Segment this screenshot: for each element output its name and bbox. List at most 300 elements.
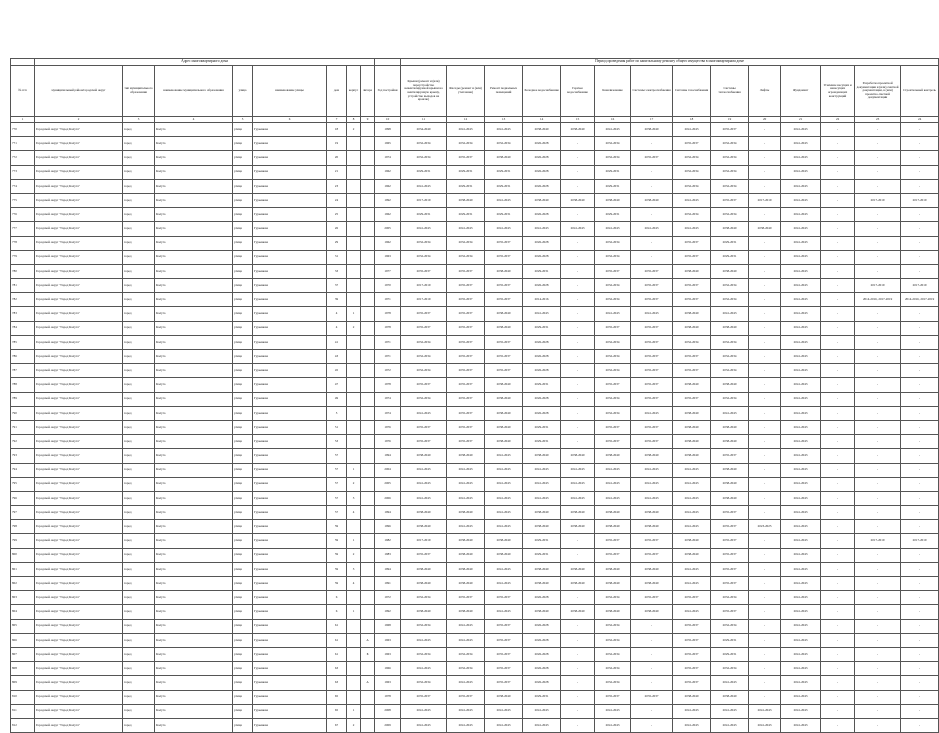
work-period-cell: 2035-2037 xyxy=(447,279,485,293)
header-row xyxy=(11,66,939,117)
column-number: 20 xyxy=(749,117,781,123)
work-period-cell: 2032-2034 xyxy=(595,279,631,293)
settlement-type-cell: город xyxy=(123,577,155,591)
work-period-cell: 2035-2037 xyxy=(401,321,447,335)
work-period-cell: 2041-2043 xyxy=(485,562,523,576)
work-period-cell: 2041-2043 xyxy=(561,222,595,236)
work-period-cell: 2026-2028 xyxy=(523,364,561,378)
row-number: 806 xyxy=(11,633,35,647)
street-type-cell: улица xyxy=(233,123,253,137)
work-period-cell: 2041-2043 xyxy=(447,619,485,633)
work-period-cell: - xyxy=(821,151,855,165)
work-period-cell: 2035-2037 xyxy=(711,506,749,520)
work-period-cell: 2026-2028 xyxy=(523,151,561,165)
work-period-cell: 2029-2031 xyxy=(523,378,561,392)
street-type-cell: улица xyxy=(233,676,253,690)
work-period-cell: 2038-2040 xyxy=(561,605,595,619)
work-period-cell: 2035-2037 xyxy=(673,591,711,605)
street-name-cell: Гурьянова xyxy=(253,619,327,633)
municipality-cell: Калуга xyxy=(155,562,233,576)
work-period-cell: 2026-2028 xyxy=(523,250,561,264)
work-period-cell: 2038-2040 xyxy=(485,690,523,704)
build-year-cell: 1965 xyxy=(375,137,401,151)
work-period-cell: 2035-2037 xyxy=(631,321,673,335)
work-period-cell: - xyxy=(901,520,939,534)
work-period-cell: 2029-2031 xyxy=(447,165,485,179)
work-period-cell: 2038-2040 xyxy=(401,605,447,619)
street-name-cell: Гурьянова xyxy=(253,123,327,137)
build-year-cell: 1962 xyxy=(375,179,401,193)
work-period-cell: 2041-2043 xyxy=(631,463,673,477)
build-year-cell: 1991 xyxy=(375,577,401,591)
table-row xyxy=(11,477,939,491)
work-period-cell: 2032-2034 xyxy=(595,236,631,250)
work-period-cell: 2041-2043 xyxy=(673,123,711,137)
work-period-cell: 2041-2043 xyxy=(447,704,485,718)
letter-cell xyxy=(361,577,375,591)
letter-cell xyxy=(361,420,375,434)
letter-cell xyxy=(361,449,375,463)
house-number-cell: 47 xyxy=(327,378,347,392)
work-period-cell: 2032-2034 xyxy=(595,662,631,676)
street-name-cell: Гурьянова xyxy=(253,137,327,151)
work-period-cell: 2038-2040 xyxy=(447,449,485,463)
municipality-cell: Калуга xyxy=(155,335,233,349)
work-period-cell: - xyxy=(821,647,855,661)
work-period-cell: 2041-2043 xyxy=(781,477,821,491)
table-row xyxy=(11,321,939,335)
work-period-cell: - xyxy=(821,193,855,207)
house-number-cell: 19 xyxy=(327,137,347,151)
work-period-cell: - xyxy=(749,279,781,293)
work-period-cell: 2038-2040 xyxy=(401,577,447,591)
work-period-cell: 2035-2037 xyxy=(447,264,485,278)
building-cell xyxy=(347,193,361,207)
work-period-cell: 2038-2040 xyxy=(523,506,561,520)
work-period-cell: 2035-2037 xyxy=(595,378,631,392)
work-period-cell: 2041-2043 xyxy=(401,477,447,491)
settlement-type-cell: город xyxy=(123,718,155,732)
work-period-cell: 2029-2031 xyxy=(523,548,561,562)
house-number-cell: 57 xyxy=(327,491,347,505)
district-cell: Городской округ "Город Калуга" xyxy=(35,137,123,151)
street-name-cell: Гурьянова xyxy=(253,690,327,704)
work-period-cell: - xyxy=(821,619,855,633)
work-period-cell: 2032-2034 xyxy=(711,350,749,364)
work-period-cell: - xyxy=(631,662,673,676)
work-period-cell: 2035-2037 xyxy=(447,307,485,321)
work-period-cell: 2041-2043 xyxy=(711,406,749,420)
work-period-cell: - xyxy=(749,506,781,520)
work-period-cell: 2035-2037 xyxy=(401,435,447,449)
work-period-cell: 2041-2043 xyxy=(485,449,523,463)
settlement-type-cell: город xyxy=(123,378,155,392)
street-name-cell: Гурьянова xyxy=(253,321,327,335)
work-period-cell: - xyxy=(561,435,595,449)
work-period-cell: 2035-2037 xyxy=(673,137,711,151)
work-period-cell: - xyxy=(901,321,939,335)
work-period-cell: 2038-2040 xyxy=(711,491,749,505)
work-period-cell: 2041-2043 xyxy=(781,279,821,293)
work-period-cell: 2041-2043 xyxy=(523,477,561,491)
letter-cell xyxy=(361,279,375,293)
work-period-cell: 2041-2043 xyxy=(595,222,631,236)
work-period-cell: - xyxy=(821,293,855,307)
work-period-cell: 2041-2043 xyxy=(485,506,523,520)
street-type-cell: улица xyxy=(233,364,253,378)
work-period-cell: 2035-2037 xyxy=(447,151,485,165)
column-header: муниципальный район/городской округ xyxy=(35,66,123,117)
letter-cell xyxy=(361,690,375,704)
work-period-cell: - xyxy=(821,662,855,676)
municipality-cell: Калуга xyxy=(155,321,233,335)
work-period-cell: 2038-2040 xyxy=(595,449,631,463)
build-year-cell: 1978 xyxy=(375,321,401,335)
column-header: Крыши (ремонт и (или) переустройство невентилируемой крыши на вентилируемую крышу, устройство выходов на кровлю) xyxy=(401,66,447,117)
work-period-cell: 2038-2040 xyxy=(631,605,673,619)
house-number-cell: 61 xyxy=(327,619,347,633)
house-number-cell: 63 xyxy=(327,676,347,690)
work-period-cell: - xyxy=(821,420,855,434)
build-year-cell: 1983 xyxy=(375,548,401,562)
work-period-cell: 2041-2043 xyxy=(673,718,711,732)
district-cell: Городской округ "Город Калуга" xyxy=(35,562,123,576)
work-period-cell: 2038-2040 xyxy=(673,307,711,321)
work-period-cell: 2029-2031 xyxy=(523,420,561,434)
work-period-cell: 2017-2019 xyxy=(901,193,939,207)
work-period-cell: 2041-2043 xyxy=(673,704,711,718)
work-period-cell: 2032-2034 xyxy=(673,179,711,193)
header-spacer xyxy=(11,59,35,66)
work-period-cell: 2032-2034 xyxy=(401,137,447,151)
street-type-cell: улица xyxy=(233,264,253,278)
work-period-cell: 2032-2034 xyxy=(711,335,749,349)
work-period-cell: 2041-2043 xyxy=(447,477,485,491)
street-type-cell: улица xyxy=(233,477,253,491)
work-period-cell: - xyxy=(631,704,673,718)
table-row xyxy=(11,591,939,605)
street-name-cell: Гурьянова xyxy=(253,520,327,534)
settlement-type-cell: город xyxy=(123,647,155,661)
build-year-cell: 1971 xyxy=(375,350,401,364)
work-period-cell: 2035-2037 xyxy=(401,264,447,278)
work-period-cell: 2032-2034 xyxy=(673,335,711,349)
work-period-cell: 2038-2040 xyxy=(401,562,447,576)
row-number: 781 xyxy=(11,279,35,293)
work-period-cell: 2041-2043 xyxy=(749,718,781,732)
street-name-cell: Гурьянова xyxy=(253,662,327,676)
table-row xyxy=(11,378,939,392)
work-period-cell: 2041-2043 xyxy=(781,704,821,718)
work-period-cell: - xyxy=(749,647,781,661)
work-period-cell: - xyxy=(561,633,595,647)
settlement-type-cell: город xyxy=(123,534,155,548)
column-number: 24 xyxy=(901,117,939,123)
street-name-cell: Гурьянова xyxy=(253,591,327,605)
table-row xyxy=(11,179,939,193)
work-period-cell: 2041-2043 xyxy=(781,350,821,364)
settlement-type-cell: город xyxy=(123,420,155,434)
work-period-cell: - xyxy=(749,406,781,420)
settlement-type-cell: город xyxy=(123,151,155,165)
column-number: 2 xyxy=(35,117,123,123)
row-number: 775 xyxy=(11,193,35,207)
work-period-cell: 2029-2031 xyxy=(447,179,485,193)
work-period-cell: 2041-2043 xyxy=(631,406,673,420)
build-year-cell: 1976 xyxy=(375,435,401,449)
work-period-cell: 2035-2037 xyxy=(711,193,749,207)
work-period-cell: 2029-2031 xyxy=(401,208,447,222)
column-number: 19 xyxy=(711,117,749,123)
work-period-cell: 2035-2037 xyxy=(485,633,523,647)
work-period-cell: - xyxy=(561,165,595,179)
column-header: корпус xyxy=(347,66,361,117)
column-header: Горячее водоснабжение xyxy=(561,66,595,117)
header-group-address: Адрес многоквартирного дома xyxy=(35,59,375,66)
municipality-cell: Калуга xyxy=(155,406,233,420)
work-period-cell: - xyxy=(855,208,901,222)
work-period-cell: 2032-2034 xyxy=(401,676,447,690)
building-cell: 2 xyxy=(347,548,361,562)
column-number: 10 xyxy=(375,117,401,123)
letter-cell xyxy=(361,307,375,321)
work-period-cell: 2041-2043 xyxy=(711,718,749,732)
work-period-cell: - xyxy=(855,179,901,193)
street-type-cell: улица xyxy=(233,350,253,364)
settlement-type-cell: город xyxy=(123,491,155,505)
work-period-cell: 2035-2037 xyxy=(447,335,485,349)
work-period-cell: 2038-2040 xyxy=(711,321,749,335)
row-number: 803 xyxy=(11,591,35,605)
street-type-cell: улица xyxy=(233,449,253,463)
district-cell: Городской округ "Город Калуга" xyxy=(35,704,123,718)
table-row xyxy=(11,236,939,250)
work-period-cell: 2035-2037 xyxy=(631,591,673,605)
letter-cell xyxy=(361,222,375,236)
row-number: 807 xyxy=(11,647,35,661)
build-year-cell: 1970 xyxy=(375,279,401,293)
letter-cell xyxy=(361,179,375,193)
letter-cell xyxy=(361,392,375,406)
house-number-cell: 59 xyxy=(327,562,347,576)
work-period-cell: 2041-2043 xyxy=(595,704,631,718)
district-cell: Городской округ "Город Калуга" xyxy=(35,662,123,676)
street-type-cell: улица xyxy=(233,605,253,619)
street-type-cell: улица xyxy=(233,222,253,236)
work-period-cell: 2029-2031 xyxy=(523,264,561,278)
district-cell: Городской округ "Город Калуга" xyxy=(35,619,123,633)
street-type-cell: улица xyxy=(233,335,253,349)
house-number-cell: 57 xyxy=(327,506,347,520)
work-period-cell: 2041-2043 xyxy=(673,577,711,591)
letter-cell xyxy=(361,548,375,562)
work-period-cell: 2041-2043 xyxy=(401,491,447,505)
table-row xyxy=(11,449,939,463)
column-number: 5 xyxy=(233,117,253,123)
build-year-cell: 1982 xyxy=(375,534,401,548)
letter-cell xyxy=(361,335,375,349)
build-year-cell: 1968 xyxy=(375,619,401,633)
work-period-cell: 2041-2043 xyxy=(631,307,673,321)
work-period-cell: 2035-2037 xyxy=(595,264,631,278)
building-cell: 2 xyxy=(347,123,361,137)
letter-cell xyxy=(361,562,375,576)
district-cell: Городской округ "Город Калуга" xyxy=(35,449,123,463)
work-period-cell: - xyxy=(749,633,781,647)
work-period-cell: 2041-2043 xyxy=(781,534,821,548)
work-period-cell: - xyxy=(821,378,855,392)
work-period-cell: - xyxy=(561,151,595,165)
column-header: улица xyxy=(233,66,253,117)
column-number: 16 xyxy=(595,117,631,123)
house-number-cell: 59 xyxy=(327,548,347,562)
column-number: 1 xyxy=(11,117,35,123)
street-type-cell: улица xyxy=(233,591,253,605)
work-period-cell: - xyxy=(821,406,855,420)
column-number: 3 xyxy=(123,117,155,123)
column-number: 22 xyxy=(821,117,855,123)
street-type-cell: улица xyxy=(233,137,253,151)
building-cell xyxy=(347,350,361,364)
work-period-cell: - xyxy=(901,548,939,562)
letter-cell xyxy=(361,151,375,165)
municipality-cell: Калуга xyxy=(155,378,233,392)
work-period-cell: 2038-2040 xyxy=(673,548,711,562)
work-period-cell: - xyxy=(855,676,901,690)
house-number-cell: 29 xyxy=(327,236,347,250)
letter-cell xyxy=(361,378,375,392)
table-row xyxy=(11,123,939,137)
work-period-cell: - xyxy=(821,137,855,151)
work-period-cell: 2038-2040 xyxy=(561,506,595,520)
work-period-cell: - xyxy=(855,548,901,562)
street-name-cell: Гурьянова xyxy=(253,676,327,690)
work-period-cell: 2038-2040 xyxy=(711,378,749,392)
row-number: 782 xyxy=(11,293,35,307)
work-period-cell: 2017-2019 xyxy=(855,279,901,293)
house-number-cell: 61 xyxy=(327,647,347,661)
work-period-cell: 2026-2028 xyxy=(523,392,561,406)
work-period-cell: - xyxy=(561,321,595,335)
build-year-cell: 1978 xyxy=(375,307,401,321)
row-number: 805 xyxy=(11,619,35,633)
work-period-cell: 2035-2037 xyxy=(485,350,523,364)
column-number: 21 xyxy=(781,117,821,123)
build-year-cell: 1962 xyxy=(375,236,401,250)
work-period-cell: - xyxy=(749,123,781,137)
work-period-cell: 2035-2037 xyxy=(595,548,631,562)
work-period-cell: 2032-2034 xyxy=(595,364,631,378)
building-cell xyxy=(347,137,361,151)
municipality-cell: Калуга xyxy=(155,491,233,505)
work-period-cell: 2038-2040 xyxy=(673,406,711,420)
street-name-cell: Гурьянова xyxy=(253,449,327,463)
table-row xyxy=(11,562,939,576)
work-period-cell: - xyxy=(855,378,901,392)
table-row xyxy=(11,222,939,236)
building-cell xyxy=(347,619,361,633)
work-period-cell: 2026-2028 xyxy=(523,208,561,222)
street-type-cell: улица xyxy=(233,633,253,647)
letter-cell xyxy=(361,477,375,491)
work-period-cell: 2035-2037 xyxy=(711,548,749,562)
work-period-cell: 2038-2040 xyxy=(401,449,447,463)
work-period-cell: - xyxy=(821,463,855,477)
house-number-cell: 20 xyxy=(327,151,347,165)
work-period-cell: - xyxy=(821,676,855,690)
row-number: 772 xyxy=(11,151,35,165)
municipality-cell: Калуга xyxy=(155,193,233,207)
row-number: 787 xyxy=(11,364,35,378)
work-period-cell: 2041-2043 xyxy=(673,222,711,236)
district-cell: Городской округ "Город Калуга" xyxy=(35,350,123,364)
work-period-cell: 2038-2040 xyxy=(711,264,749,278)
work-period-cell: - xyxy=(901,250,939,264)
work-period-cell: - xyxy=(821,520,855,534)
municipality-cell: Калуга xyxy=(155,449,233,463)
work-period-cell: 2041-2043 xyxy=(401,704,447,718)
work-period-cell: 2038-2040 xyxy=(485,321,523,335)
street-type-cell: улица xyxy=(233,378,253,392)
build-year-cell: 2005 xyxy=(375,477,401,491)
work-period-cell: 2038-2040 xyxy=(561,449,595,463)
column-number: 9 xyxy=(361,117,375,123)
district-cell: Городской округ "Город Калуга" xyxy=(35,506,123,520)
letter-cell xyxy=(361,491,375,505)
street-name-cell: Гурьянова xyxy=(253,647,327,661)
work-period-cell: - xyxy=(561,364,595,378)
work-period-cell: - xyxy=(749,435,781,449)
street-type-cell: улица xyxy=(233,534,253,548)
work-period-cell: 2029-2031 xyxy=(523,690,561,704)
work-period-cell: 2041-2043 xyxy=(595,718,631,732)
work-period-cell: - xyxy=(749,463,781,477)
street-name-cell: Гурьянова xyxy=(253,534,327,548)
row-number: 784 xyxy=(11,321,35,335)
work-period-cell: 2029-2031 xyxy=(711,236,749,250)
row-number: 771 xyxy=(11,137,35,151)
house-number-cell: 4 xyxy=(327,307,347,321)
settlement-type-cell: город xyxy=(123,591,155,605)
district-cell: Городской округ "Город Калуга" xyxy=(35,718,123,732)
work-period-cell: - xyxy=(821,633,855,647)
work-period-cell: 2038-2040 xyxy=(673,321,711,335)
work-period-cell: 2038-2040 xyxy=(485,378,523,392)
work-period-cell: - xyxy=(855,236,901,250)
work-period-cell: - xyxy=(749,605,781,619)
table-row xyxy=(11,420,939,434)
work-period-cell: 2035-2037 xyxy=(673,250,711,264)
column-header: Год постройки xyxy=(375,66,401,117)
work-period-cell: - xyxy=(855,165,901,179)
work-period-cell: - xyxy=(631,179,673,193)
work-period-cell: 2041-2043 xyxy=(781,293,821,307)
table-body xyxy=(11,123,939,733)
work-period-cell: 2035-2037 xyxy=(447,406,485,420)
municipality-cell: Калуга xyxy=(155,633,233,647)
build-year-cell: 2008 xyxy=(375,704,401,718)
municipality-cell: Калуга xyxy=(155,591,233,605)
work-period-cell: 2032-2034 xyxy=(711,619,749,633)
street-name-cell: Гурьянова xyxy=(253,179,327,193)
table-row xyxy=(11,193,939,207)
work-period-cell: 2038-2040 xyxy=(631,506,673,520)
municipality-cell: Калуга xyxy=(155,619,233,633)
work-period-cell: 2035-2037 xyxy=(401,378,447,392)
work-period-cell: 2041-2043 xyxy=(781,577,821,591)
column-number: 8 xyxy=(347,117,361,123)
work-period-cell: 2032-2034 xyxy=(447,137,485,151)
